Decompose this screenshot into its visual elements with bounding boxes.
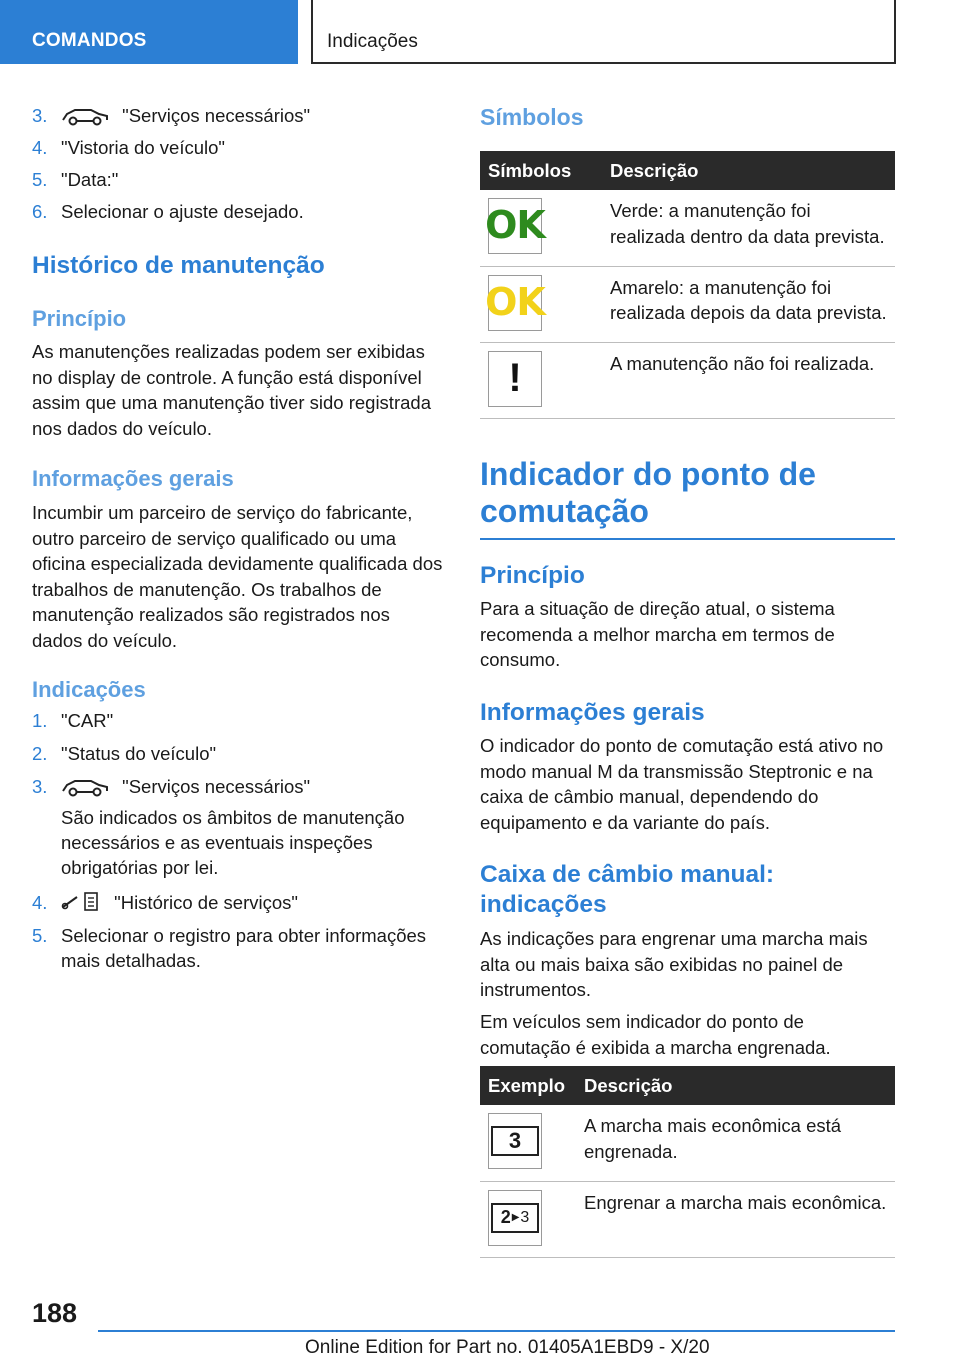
page-number: 188	[32, 1298, 78, 1328]
table-cell: Amarelo: a manutenção foi realizada depois da data prevista.	[602, 266, 895, 342]
heading-historico: Histórico de manutenção	[32, 252, 325, 279]
table-cell: A manutenção não foi realizada.	[602, 342, 895, 418]
car-icon	[61, 777, 109, 797]
table-header: Descrição	[602, 151, 895, 190]
list-number: 2.	[32, 743, 48, 764]
list-text: "Histórico de serviços"	[114, 892, 298, 913]
table-cell: A marcha mais econômica está engrenada.	[576, 1105, 895, 1181]
list-number: 4.	[32, 892, 48, 913]
heading-simbolos: Símbolos	[480, 104, 584, 130]
heading-info-gerais: Informações gerais	[32, 466, 234, 491]
table-cell: Engrenar a marcha mais econômica.	[576, 1181, 895, 1257]
table-row	[480, 1181, 895, 1257]
list-text: "Vistoria do veículo"	[61, 137, 225, 158]
examples-table	[480, 1066, 895, 1258]
steps-list-top	[32, 103, 444, 231]
list-extra-text: São indicados os âmbitos de manutenção necessários e as eventuais inspeções obrigatórias por lei.	[61, 807, 405, 878]
table-row	[480, 1105, 895, 1181]
paragraph-principio-right: Para a situação de direção atual, o sistema recomenda a melhor marcha em termos de consumo.	[480, 598, 835, 670]
table-row	[480, 342, 895, 418]
list-text: "Status do veículo"	[61, 743, 217, 764]
table-header: Exemplo	[480, 1066, 576, 1105]
ok-yellow-icon: OK	[488, 275, 542, 331]
list-number: 6.	[32, 201, 48, 222]
paragraph-info-gerais-right: O indicador do ponto de comutação está ativo no modo manual M da transmissão Steptronic e na caixa de câmbio manual, dependendo do equipamento e da variante do país.	[480, 735, 884, 833]
list-item	[32, 741, 444, 774]
list-text: "Serviços necessários"	[122, 776, 311, 797]
symbols-table	[480, 151, 895, 419]
list-number: 3.	[32, 105, 48, 126]
footer-divider	[98, 1330, 895, 1332]
list-item	[32, 774, 444, 890]
steps-list-bottom	[32, 708, 444, 973]
list-number: 3.	[32, 776, 48, 797]
heading-indicacoes: Indicações	[32, 677, 146, 702]
heading-principio-right: Princípio	[480, 562, 585, 589]
gear-3-icon: 3	[488, 1113, 542, 1169]
ok-green-icon: OK	[488, 198, 542, 254]
list-text: "Serviços necessários"	[122, 105, 311, 126]
upshift-icon: 2 ▶ 3	[488, 1190, 542, 1246]
list-item	[32, 890, 444, 923]
section-title: COMANDOS	[32, 30, 147, 51]
exclamation-icon: !	[488, 351, 542, 407]
table-row	[480, 190, 895, 266]
paragraph-caixa-1: As indicações para engrenar uma marcha mais alta ou mais baixa são exibidas no painel de instrumentos.	[480, 928, 868, 1000]
list-text: "CAR"	[61, 710, 114, 731]
list-text: Selecionar o registro para obter informações mais detalhadas.	[61, 925, 427, 971]
list-item	[32, 135, 444, 167]
heading-caixa: Caixa de câmbio manual: indicações	[480, 861, 775, 918]
heading-indicador: Indicador do ponto de comutação	[480, 456, 895, 540]
page-title-box	[311, 0, 896, 64]
edition-text: Online Edition for Part no. 01405A1EBD9 - X/20	[305, 1337, 710, 1358]
table-row	[480, 266, 895, 342]
paragraph-caixa-2: Em veículos sem indicador do ponto de comutação é exibida a marcha engrenada.	[480, 1011, 831, 1058]
car-icon	[61, 106, 109, 126]
list-number: 4.	[32, 137, 48, 158]
table-header: Símbolos	[480, 151, 602, 190]
table-cell: Verde: a manutenção foi realizada dentro da data prevista.	[602, 190, 895, 266]
paragraph-info-gerais: Incumbir um parceiro de serviço do fabricante, outro parceiro de serviço qualificado ou uma oficina especializada devidamente qualificada dos trabalhos de manutenção. Os trabalhos de manutenção realizados são registrados nos dados do veículo.	[32, 502, 443, 651]
service-history-icon	[61, 891, 101, 913]
list-text: Selecionar o ajuste desejado.	[61, 201, 304, 222]
page-title: Indicações	[327, 31, 418, 52]
list-number: 5.	[32, 169, 48, 190]
section-tab	[0, 0, 298, 64]
paragraph-principio: As manutenções realizadas podem ser exibidas no display de controle. A função está disponível assim que uma manutenção tiver sido registrada nos dados do veículo.	[32, 341, 431, 439]
list-item	[32, 923, 444, 973]
list-item	[32, 167, 444, 199]
list-item	[32, 103, 444, 135]
table-header: Descrição	[576, 1066, 895, 1105]
heading-principio: Princípio	[32, 306, 127, 331]
heading-info-gerais-right: Informações gerais	[480, 699, 705, 726]
list-item	[32, 199, 444, 231]
list-number: 5.	[32, 925, 48, 946]
list-text: "Data:"	[61, 169, 119, 190]
list-number: 1.	[32, 710, 48, 731]
list-item	[32, 708, 444, 741]
